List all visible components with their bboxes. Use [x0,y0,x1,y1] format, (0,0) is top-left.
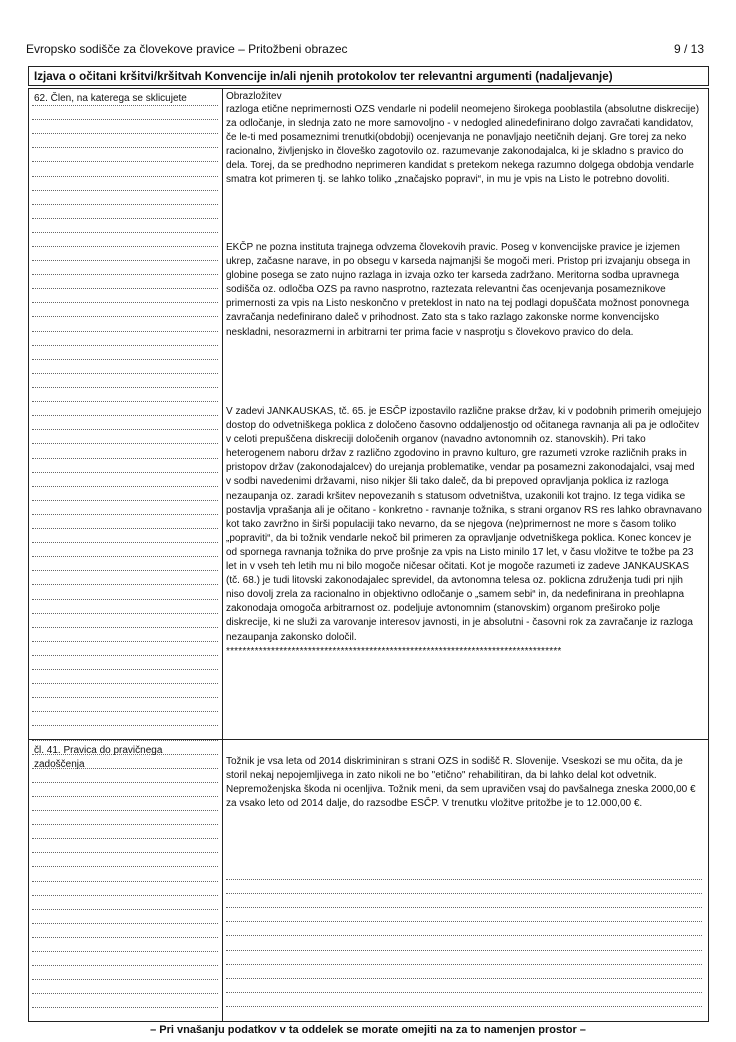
footer-note: – Pri vnašanju podatkov v ta oddelek se morate omejiti na za to namenjen prostor – [150,1024,586,1036]
ruled-line [226,950,702,951]
ruled-line [32,500,218,501]
ruled-line [32,669,218,670]
ruled-line [32,782,218,783]
ruled-line [32,458,218,459]
ruled-line [32,993,218,994]
ruled-line [226,921,702,922]
ruled-line [32,627,218,628]
ruled-line [32,486,218,487]
ruled-line [32,796,218,797]
ruled-line [32,190,218,191]
ruled-line [32,881,218,882]
ruled-line [32,204,218,205]
ruled-line [226,978,702,979]
ruled-line [32,176,218,177]
explanation-paragraph: V zadevi JANKAUSKAS, tč. 65. je ESČP izpostavilo različne prakse držav, ki v podobnih primerih omejujejo dostop do odvetniškega poklica z določeno časovno oddaljenostjo od očitanega ravnanja ali pa je odločitev v celoti prepuščena diskreciji določenih organov (navadno avtonomnih oz. stanovskih). Pri tako heterogenem naboru držav z različno zgodovino in pravno kulturo, gre razumeti vzroke različnih praks in pristopov držav (zakonodajalcev) do urejanja problematike, vendar pa posamezni zakonodajalci, vsaj med v sodbi navedenimi državami, niso nikjer šli tako daleč, da bi prepoved opravljanja poklica iz razloga nezaupanja oz. zaradi kršitev nepovezanih s statusom odvetništva, uzakonili kot trajno. Iz tega vidika se postavlja vprašanja ali je očitano - konkretno - ravnanje tožnika, s strani organov RS res lahko obravnavano kot tako zavržno in širši populaciji tako nevarno, da se njegova (ne)primernost ne more s časom toliko „popraviti“, da bi tožnik vendarle nekoč bil primeren za opravljanje odvetniškega poklica. Konec koncev je od spornega ravnanja tožnika do prve prošnje za vpis na Listo minilo 17 let, v času vložitve te tožbe pa 23 let in v vseh teh letih mu ni bilo mogoče ničesar očitati. Kot je mogoče razumeti iz zadeve JANKAUSKAS (tč. 68.) je tudi litovski zakonodajalec sprevidel, da avtonomna telesa oz. poklicna združenja tudi pri njih niso dovolj zrela za racionalno in objektivno odločanje o „samem sebi“ in, da nedefinirana in preohlapna zakonodaja omogoča arbitrarnost oz. podeljuje avtonomnim (stanovskim) organom preširoko polje diskrecije, ki ne služi za varovanje interesov javnosti, in je absolutni - časovni rok za zavračanje iz razloga nezaupanja zakonsko določil. [226,406,702,643]
ruled-line [32,288,218,289]
section-title: Izjava o očitani kršitvi/kršitvah Konvencije in/ali njenih protokolov ter relevantni argumenti (nadaljevanje) [28,66,709,86]
ruled-line [32,161,218,162]
ruled-line [32,570,218,571]
ruled-line [32,373,218,374]
ruled-line [32,345,218,346]
ruled-line [32,810,218,811]
ruled-line [32,965,218,966]
explanation-cell [226,91,702,188]
ruled-line [32,979,218,980]
ruled-line [32,528,218,529]
ruled-line [32,316,218,317]
ruled-line [32,852,218,853]
argument-table [28,88,709,1022]
page-number: 9 / 13 [673,42,704,56]
page-header [26,40,704,58]
ruled-line [32,443,218,444]
ruled-line [226,879,702,880]
article-label: čl. 41. Pravica do pravičnega zadoščenja [34,745,163,770]
ruled-line [32,133,218,134]
ruled-line [32,725,218,726]
ruled-line [32,246,218,247]
ruled-line [32,260,218,261]
ruled-line [32,218,218,219]
ruled-line [32,951,218,952]
ruled-line [226,992,702,993]
column-divider [222,89,223,1021]
ruled-line [32,514,218,515]
ruled-line [32,895,218,896]
explanation-paragraph: razloga etične neprimernosti OZS vendarle ni podelil neomejeno širokega pooblastila (absolutne diskrecije) za odločanje, in slednja zato ne more samovoljno - v nedogled alinedefinirano dolgo zavračati kandidatov, če le-ti med posameznimi trenutki(obdobji) ocenjevanja ne ponavljajo neetičnih dejanj. Gre torej za neko racionalno, življenjsko in človeško zagotovilo oz. razumevanje zakonodajalca, ki je skladno s pravico do dela. Torej, da se predhodno neprimeren kandidat s pretekom nekega razumno dolgega obdobja vendarle smatra kot primeren tj. se lahko toliko „značajsko popravi“, in mu je vpis na Listo le potrebno dovoliti. [226,104,700,186]
ruled-line [32,866,218,867]
ruled-line [32,415,218,416]
ruled-line [226,964,702,965]
ruled-line [32,683,218,684]
row-divider [29,739,708,740]
ruled-line [32,711,218,712]
explanation-cell-4 [226,755,702,811]
separator-stars: ********************************************************************************** [226,645,562,657]
ruled-line [226,907,702,908]
ruled-line [32,599,218,600]
ruled-line [32,387,218,388]
ruled-line [32,119,218,120]
ruled-line [226,1006,702,1007]
ruled-line [32,232,218,233]
ruled-line [32,472,218,473]
ruled-line [32,923,218,924]
ruled-line [226,935,702,936]
ruled-line [32,542,218,543]
ruled-line [32,909,218,910]
explanation-cell-3 [226,405,702,659]
ruled-line [32,274,218,275]
ruled-line [32,641,218,642]
ruled-line [32,838,218,839]
ruled-line [32,331,218,332]
ruled-line [32,429,218,430]
col-right-header: Obrazložitev [226,91,282,102]
explanation-paragraph: EKČP ne pozna instituta trajnega odvzema človekovih pravic. Poseg v konvencijske pravice je izjemen ukrep, začasne narave, in po obsegu v karseda najmanjši še mogoči meri. Pristop pri izvajanju obsega in globine posega se zato nujno razlaga in izvaja ozko ter karseda zadržano. Meritorna sodba upravnega sodišča oz. odločba OZS pa ravno nasprotno, raztezata relevantni čas ocenjevanja posameznikove primernosti za vpis na Listo neskončno v preteklost in nato na tej podlagi dopuščata možnost ponovnega zavračanja nedefinirano daleč v prihodnost. Zato sta s tako razlago zakonske norme konvencijsko neskladni, nesorazmerni in arbitrarni ter prima facie v nasprotju s človekovo pravico do dela. [226,242,691,338]
ruled-line [32,740,218,741]
ruled-line [32,937,218,938]
ruled-line [32,401,218,402]
ruled-line [32,359,218,360]
ruled-line [32,655,218,656]
ruled-line [32,697,218,698]
ruled-line [32,1007,218,1008]
ruled-line [32,302,218,303]
form-title: Evropsko sodišče za človekove pravice – Pritožbeni obrazec [26,42,348,56]
ruled-line [226,893,702,894]
ruled-line [32,584,218,585]
ruled-line [32,613,218,614]
explanation-paragraph: Tožnik je vsa leta od 2014 diskriminiran s strani OZS in sodišč R. Slovenije. Vseskozi se mu očita, da je storil nekaj nepojemljivega in zato nikoli ne bo "etično" rehabilitiran, da bi lahko delal kot odvetnik. Nepremoženjska škoda ni ocenljiva. Tožnik meni, da sem upravičen vsaj do pavšalnega zneska 2000,00 € za vsako leto od 2014 dalje, do razsodbe ESČP. V trenutku vložitve pritožbe je to 12.000,00 €. [226,756,696,810]
ruled-line [32,556,218,557]
ruled-line [32,147,218,148]
explanation-cell-2 [226,241,702,340]
ruled-line [32,824,218,825]
col-left-header: 62. Člen, na katerega se sklicujete [34,93,187,104]
